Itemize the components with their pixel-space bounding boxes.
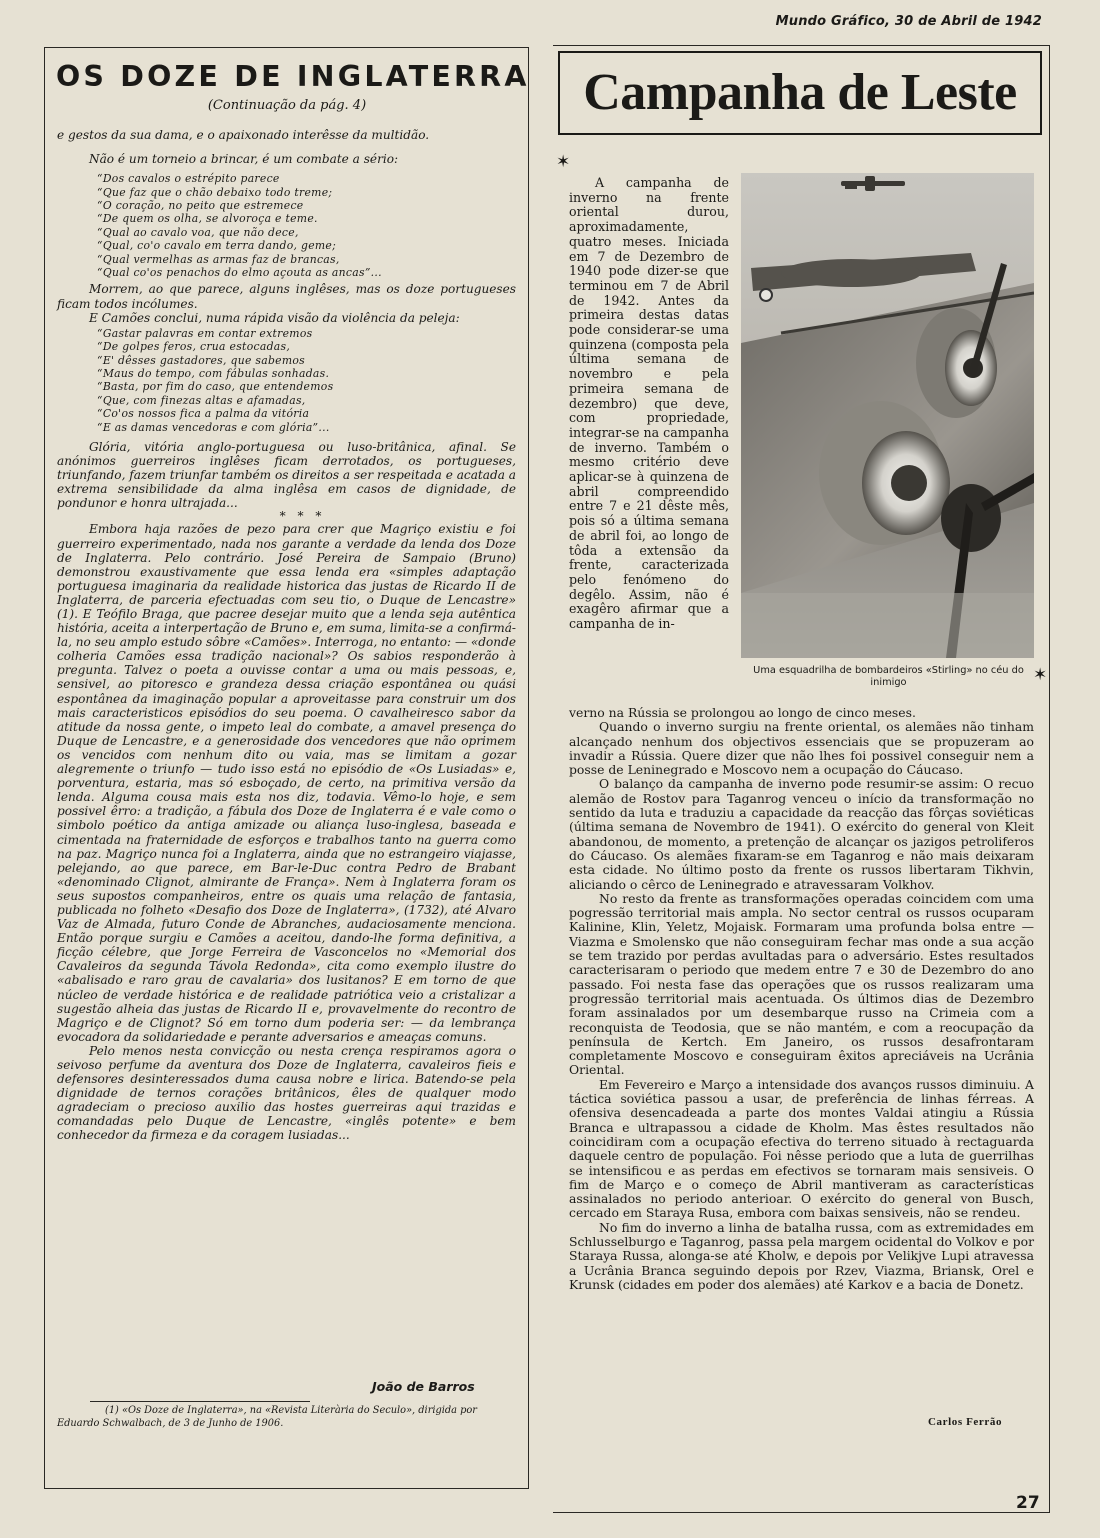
paragraph: E Camões conclui, numa rápida visão da violência da peleja: [89, 310, 460, 325]
section-separator: * * * [279, 509, 326, 524]
right-article-body [569, 706, 1034, 1292]
right-article-title: Campanha de Leste [583, 64, 1017, 121]
paragraph: verno na Rússia se prolongou ao longo de cinco meses. [569, 705, 916, 720]
right-article-author: Carlos Ferrão [928, 1416, 1003, 1428]
paragraph: Pelo menos nesta convicção ou nesta crença respiramos agora o seivoso perfume da aventura dos Doze de Inglaterra, cavaleiros fieis e defensores desinteressados duma causa nobre e lirica. Batendo-se pela dignidade de ternos corações britânicos, êles de qualquer modo agradeciam o precioso auxilio das hostes guerreiras aqui trazidas e comandadas pelo Duque de Lencastre, «inglês potente» e bem conhecedor da firmeza e da coragem lusiadas... [57, 1043, 516, 1143]
paragraph: Glória, vitória anglo-portuguesa ou luso-britânica, afinal. Se anónimos guerreiros inglêses ficam derrotados, os portugueses, triunfando, fazem triunfar também os direitos a ser respeitada e acatada a extrema sensibilidade da alma inglêsa em casos de dignidade, de pondunor e honra ultrajada... [57, 439, 516, 511]
poem-stanza-2 [97, 327, 516, 434]
star-ornament-icon: ✶ [556, 152, 571, 172]
photo-caption: Uma esquadrilha de bombardeiros «Stirling» no céu do inimigo [753, 665, 1024, 688]
verse-line: “Dos cavalos o estrépito parece [97, 172, 280, 186]
verse-line: “Gastar palavras em contar extremos [97, 326, 313, 340]
verse-line: “Qual co'os penachos do elmo açouta as ancas”... [97, 266, 382, 280]
page-number: 27 [1016, 1493, 1040, 1513]
right-article-intro [569, 176, 729, 632]
verse-line: “Qual, co'o cavalo em terra dando, geme; [97, 239, 337, 253]
bomber-squadron-photo [741, 173, 1034, 658]
paragraph: Não é um torneio a brincar, é um combate a sério: [89, 152, 399, 167]
star-ornament-icon: ✶ [1033, 665, 1048, 685]
verse-line: “Qual ao cavalo voa, que não dece, [97, 225, 299, 239]
paragraph: O balanço da campanha de inverno pode resumir-se assim: O recuo alemão de Rostov para Taganrog venceu o início da transformação no sentido da luta e traduziu a capacidade da reacção das fôrças soviéticas (última semana de Novembro de 1941). O exército do general von Kleit abandonou, de momento, a pretenção de alcançar os jazigos petroliferos do Cáucaso. Os alemães fixaram-se em Taganrog e não mais deixaram esta cidade. No último posto da frente os russos libertaram Tikhvin, aliciando o cêrco de Leninegrado e atravessaram Volkhov. [569, 776, 1034, 892]
verse-line: “Basta, por fim do caso, que entendemos [97, 380, 334, 394]
verse-line: “De quem os olha, se alvoroça e teme. [97, 212, 318, 226]
verse-line: “O coração, no peito que estremece [97, 199, 304, 212]
verse-line: “De golpes feros, crua estocadas, [97, 340, 291, 354]
paragraph: A campanha de inverno na frente oriental durou, aproximadamente, quatro meses. Iniciada em 7 de Dezembro de 1940 pode dizer-se que terminou em 7 de Abril de 1942. Antes da primeira destas datas pode considerar-se uma quinzena (composta pela última semana de novembro e pela primeira semana de dezembro) que deve, com propriedade, integrar-se na campanha de inverno. Também o mesmo critério deve aplicar-se à quinzena de abril compreendido entre 7 e 21 dêste mês, pois só a última semana de abril foi, ao longo de tôda a extensão da frente, caracterizada pelo fenómeno do degêlo. Assim, não é exagêro afirmar que a campanha de in- [569, 175, 729, 632]
footnote: (1) «Os Doze de Inglaterra», na «Revista Literària do Seculo», dirigida por Eduardo Schwalbach, de 3 de Junho de 1906. [57, 1405, 477, 1429]
left-article-body [57, 128, 516, 1143]
paragraph: Quando o inverno surgiu na frente oriental, os alemães não tinham alcançado nenhum dos objectivos essenciais que se propuzeram ao invadir a Rússia. Quere dizer que não lhes foi possivel conseguir nem a posse de Leninegrado e Moscovo nem a ocupação do Cáucaso. [569, 719, 1034, 778]
verse-line: “Co'os nossos fica a palma da vitória [97, 407, 310, 421]
left-article-subtitle: (Continuação da pág. 4) [207, 98, 367, 113]
verse-line: “Qual vermelhas as armas faz de brancas, [97, 252, 340, 266]
page-header: Mundo Gráfico, 30 de Abril de 1942 [775, 14, 1042, 29]
verse-line: “Que faz que o chão debaixo todo treme; [97, 185, 333, 199]
paragraph: Em Fevereiro e Março a intensidade dos avanços russos diminuiu. A táctica soviética passou a usar, de preferência de linhas férreas. A ofensiva desencadeada a parte dos montes Valdai atingiu a Rússia Branca e ultrapassou a cidade de Kholm. Mas êstes resultados não coincidiram com a ocupação efectiva do terreno situado à rectaguarda daquele centro de população. Foi nêsse periodo que a luta de guerrilhas se intensificou e as perdas em efectivos se tornaram mais sensiveis. O fim de Março e o começo de Abril mantiveram as características assinalados no periodo anterioar. O exército do general von Busch, cercado em Staraya Rusa, embora com baixas sensiveis, não se rendeu. [569, 1076, 1034, 1221]
left-article-title: OS DOZE DE INGLATERRA [56, 60, 530, 93]
verse-line: “E as damas vencedoras e com glória”... [97, 420, 330, 434]
verse-line: “Que, com finezas altas e afamadas, [97, 393, 306, 407]
paragraph: e gestos da sua dama, e o apaixonado interêsse da multidão. [57, 128, 430, 142]
verse-line: “Maus do tempo, com fábulas sonhadas. [97, 366, 330, 380]
paragraph: No resto da frente as transformações operadas coincidem com uma pogressão territorial mais ampla. No sector central os russos ocuparam Kalinine, Klin, Yeletz, Mojaisk. Formaram uma profunda bolsa entre — Viazma e Smolensko que não conseguiram fechar mas onde a sua acção se tem trazido por perdas avultadas para o adversário. Estes resultados caracterisaram o periodo que medem entre 7 e 30 de Dezembro do ano passado. Foi nesta fase das operações que os russos realizaram uma progressão territorial mais acentuada. Os últimos dias de Dezembro foram assinalados por um desembarque russo na Crimeia com a reconquista de Teodosia, que se não mantém, e com a reocupação da península de Kertch. Em Janeiro, os russos desafrontaram completamente Moscovo e conseguiram êxitos apreciáveis na Ucrânia Oriental. [569, 890, 1034, 1078]
footnote-divider [90, 1401, 310, 1402]
poem-stanza-1 [97, 172, 516, 279]
paragraph: No fim do inverno a linha de batalha russa, com as extremidades em Schlusselburgo e Taganrog, passa pela margem ocidental do Volkov e por Staraya Russa, alonga-se até Kholw, e depois por Velikjve Lupi atravessa a Ucrânia Branca seguindo depois por Rzev, Viazma, Briansk, Orel e Krunsk (cidades em poder dos alemães) até Karkov e a bacia de Donetz. [569, 1219, 1034, 1292]
left-article-author: João de Barros [372, 1379, 475, 1394]
bomber-photo-illustration [741, 173, 1034, 658]
verse-line: “E' dêsses gastadores, que sabemos [97, 353, 306, 367]
paragraph: Morrem, ao que parece, alguns inglêses, mas os doze portugueses ficam todos incólumes. [57, 282, 516, 311]
paragraph: Embora haja razões de pezo para crer que Magriço existiu e foi guerreiro experimentado, nada nos garante a verdade da lenda dos Doze de Inglaterra. Pelo contrário. José Pereira de Sampaio (Bruno) demonstrou exaustivamente que essa lenda era «simples adaptação portuguesa imaginaria da realidade historica das justas de Ricardo II de Inglaterra, de parceria efectuadas com seu tio, o Duque de Lencastre» (1). E Teófilo Braga, que pacree desejar muito que a lenda seja autêntica história, aceita a interpertação de Bruno e, em suma, limita-se a confirmá-la, no seu amplo estudo sôbre «Camões». Interroga, no entanto: — «donde colheria Camões essa tradição nacional»? Os sabios responderão à pregunta. Talvez o poeta a ouvisse contar a uma ou mais pessoas, e, sensivel, ao pitoresco e grandeza dessa criação espontânea ou quási espontânea da imaginação popular a aproveitasse para construir um dos mais caracteristicos episódios do seu poema. O cavalheiresco sabor da atitude da nossa gente, o impeto leal do combate, a amavel presença do Duque de Lencastre, e a generosidade dos vencedores que não oprimem os vencidos com nenhum dito ou vaia, mas se limitam a gozar alegremente o triunfo — tudo isso está no episódio de «Os Lusiadas» e, porventura, estaria, mas só esboçado, de certo, na primitiva versão da lenda. Alguma cousa mais esta nos diz, todavia. Vêmo-lo hoje, e sem possivel êrro: a tradição, a fábula dos Doze de Inglaterra é e vale como o simbolo poético da antiga amizade ou aliança luso-inglesa, baseada e cimentada na fraternidade de esforços e trabalhos tanto na guerra como na paz. Magriço nunca foi a Inglaterra, ainda que no estrangeiro viajasse, pelejando, ao que parece, em Bar-le-Duc contra Pedro de Brabant «denominado Clignot, almirante de França». Nem à Inglaterra foram os seus supostos companheiros, entre os quais uma relação de fantasia, publicada no folheto «Desafio dos Doze de Inglaterra», (1732), até Alvaro Vaz de Almada, futuro Conde de Abranches, audaciosamente menciona. Então porque surgiu e Camões a aceitou, dando-lhe forma definitiva, a ficção célebre, que Jorge Ferreira de Vasconcelos no «Memorial dos Cavaleiros da segunda Távola Redonda», cita como exemplo ilustre do «abalisado e raro grau de cavalaria» dos lusitanos? E em torno de que núcleo de verdade histórica e de realidade patriótica veio a cristalizar a sugestão alheia das justas de Ricardo II e, provavelmente do recontro de Magriço e de Clignot? Só em torno dum poderia ser: — da lembrança evocadora da solidariedade e perante adversarios e ameaças comuns. [57, 522, 516, 1044]
